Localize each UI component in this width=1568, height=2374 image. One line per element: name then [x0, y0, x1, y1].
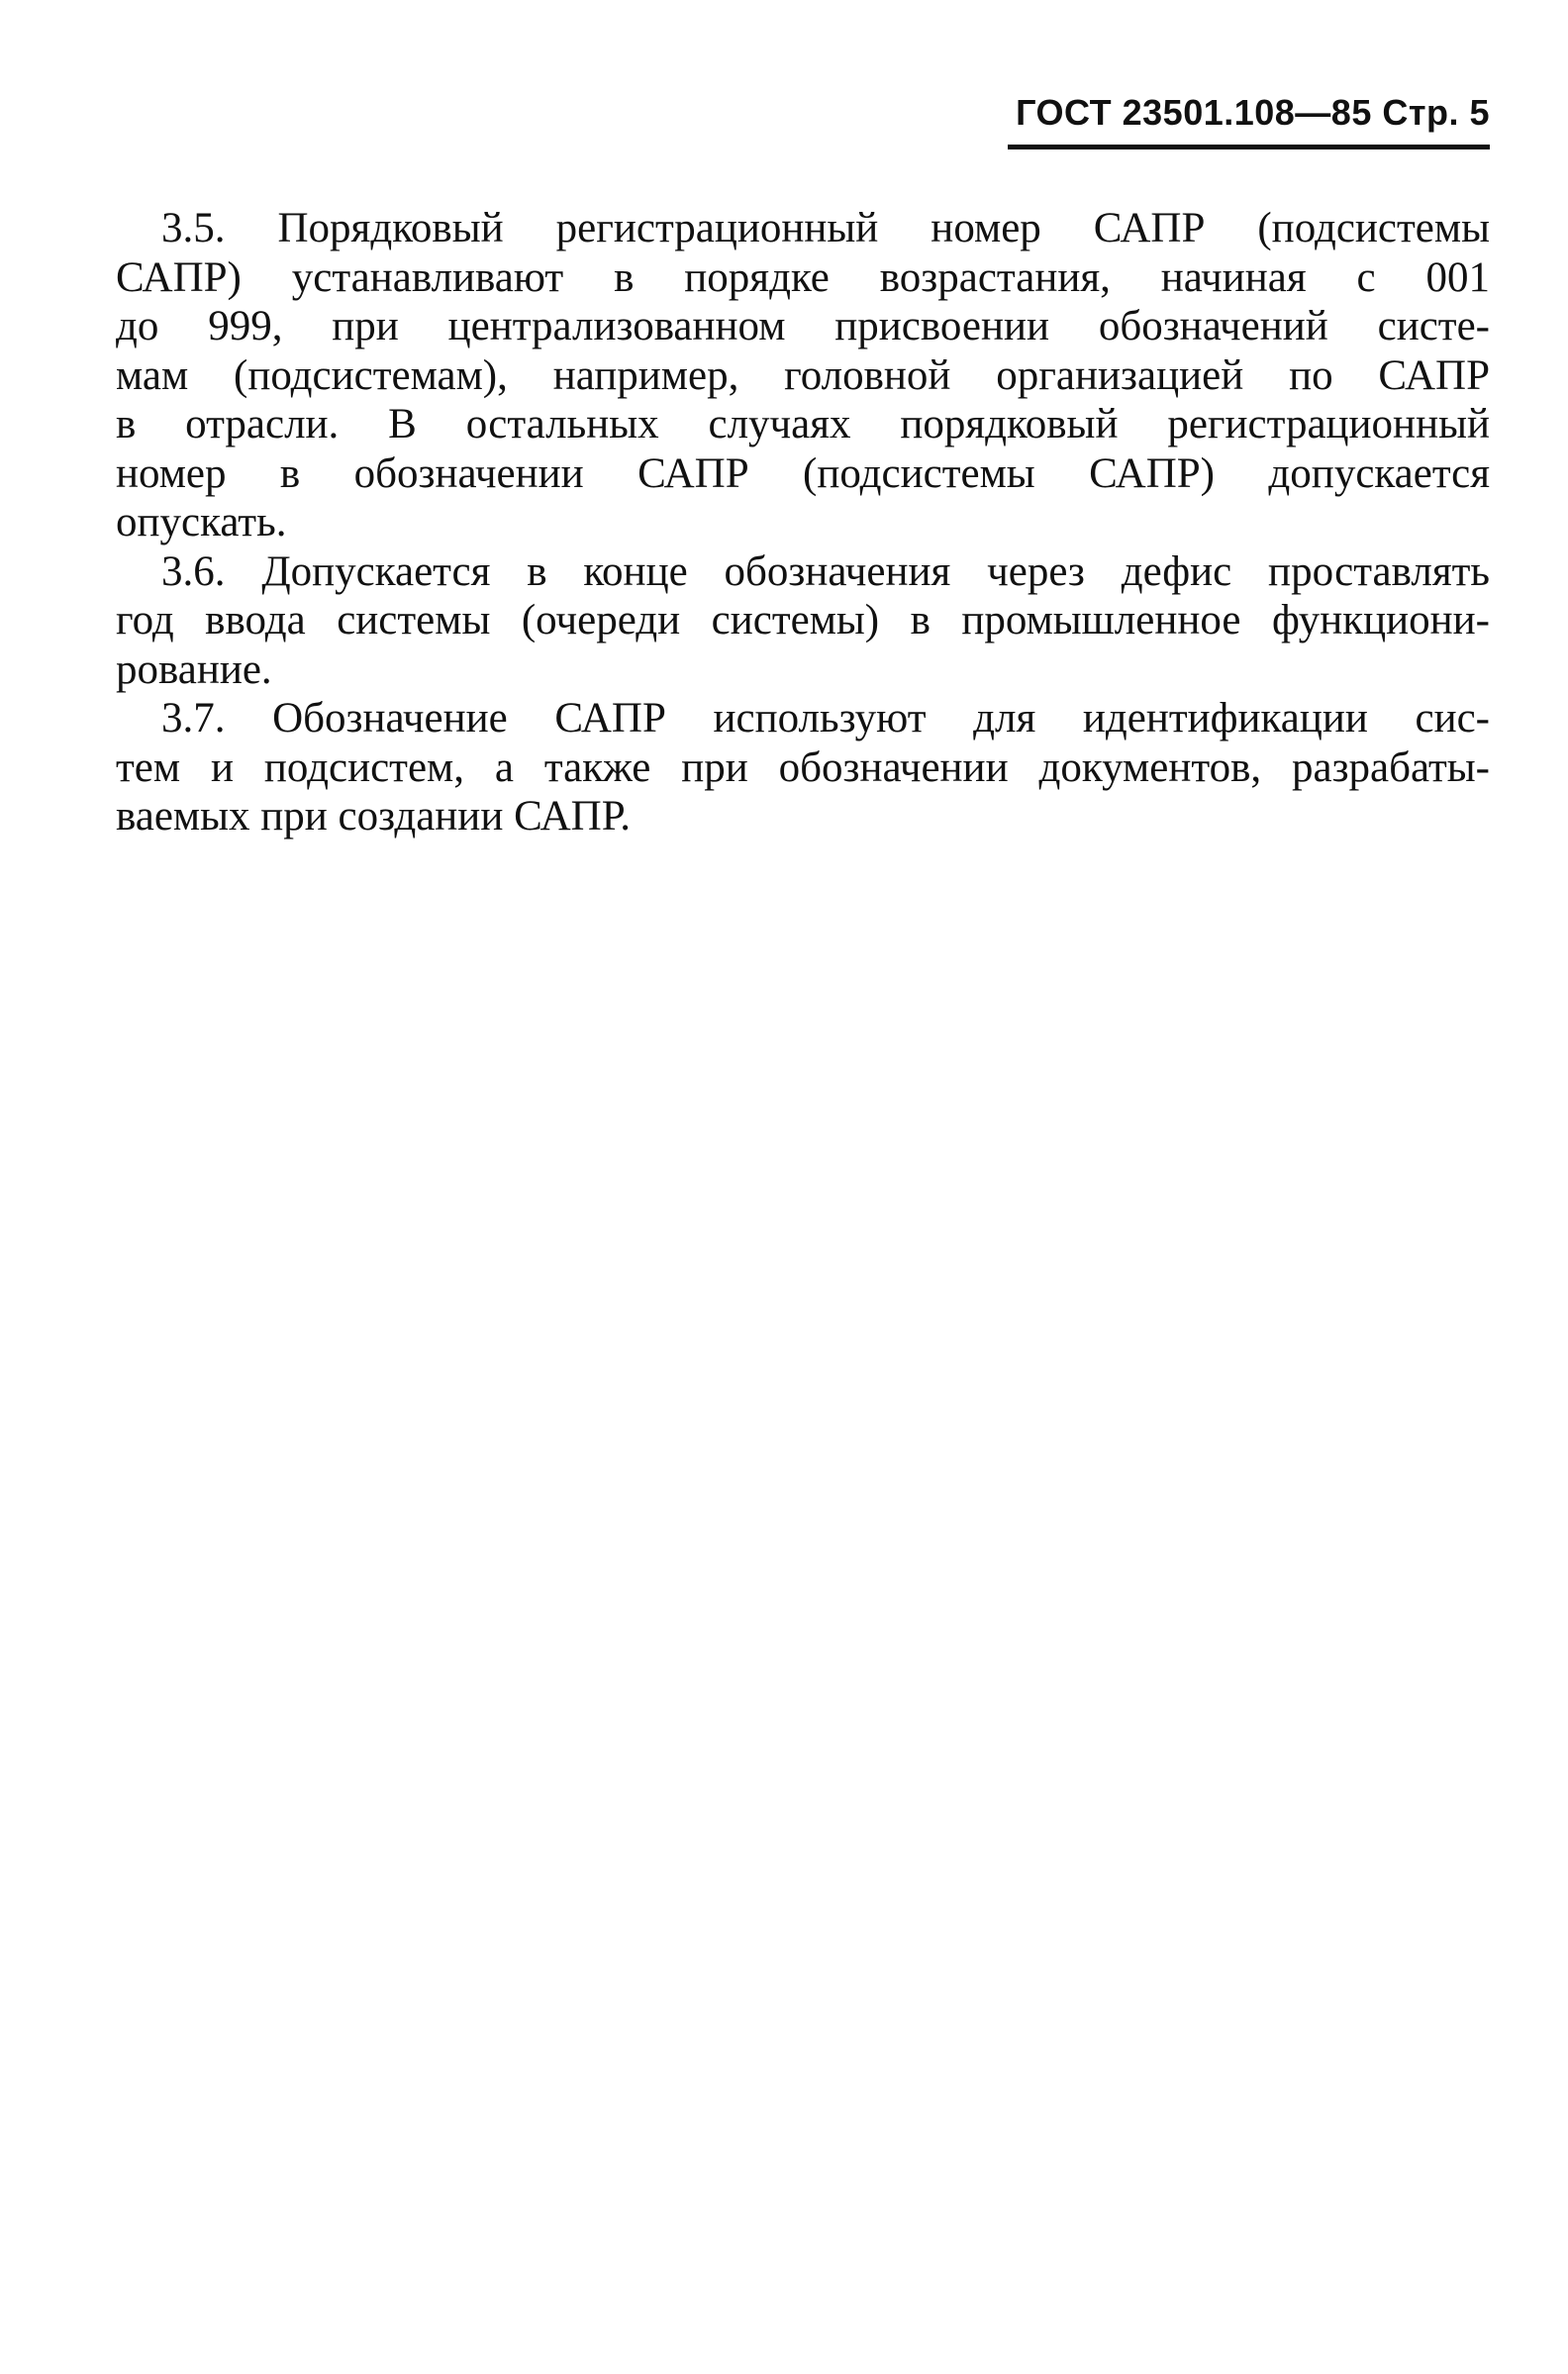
paragraph-3-5-line: до 999, при централизованном присвоении обозначений систе- [116, 303, 1490, 349]
paragraph-3-5-line: САПР) устанавливают в порядке возрастания, начиная с 001 [116, 253, 1490, 301]
paragraph-3-6-line: год ввода системы (очереди системы) в промышленное функциони- [116, 597, 1490, 643]
header-rule [1008, 145, 1490, 149]
paragraph-3-5-line: номер в обозначении САПР (подсистемы САПР) допускается [116, 449, 1490, 497]
paragraph-3-6-line: 3.6. Допускается в конце обозначения через дефис проставлять [161, 547, 1490, 595]
paragraph-3-7-line: тем и подсистем, а также при обозначении документов, разрабаты- [116, 743, 1490, 791]
paragraph-3-5-line: 3.5. Порядковый регистрационный номер САПР (подсистемы [161, 205, 1490, 251]
page-header: ГОСТ 23501.108—85 Стр. 5 [1016, 92, 1490, 133]
document-body [116, 204, 1490, 841]
paragraph-3-7-line: 3.7. Обозначение САПР используют для идентификации сис- [161, 695, 1490, 742]
paragraph-3-5-line: в отрасли. В остальных случаях порядковый регистрационный [116, 401, 1490, 447]
paragraph-3-7-line: ваемых при создании САПР. [116, 793, 632, 840]
paragraph-3-6-line: рование. [116, 645, 272, 693]
paragraph-3-5-line: опускать. [116, 499, 287, 545]
paragraph-3-5-line: мам (подсистемам), например, головной организацией по САПР [116, 351, 1490, 399]
